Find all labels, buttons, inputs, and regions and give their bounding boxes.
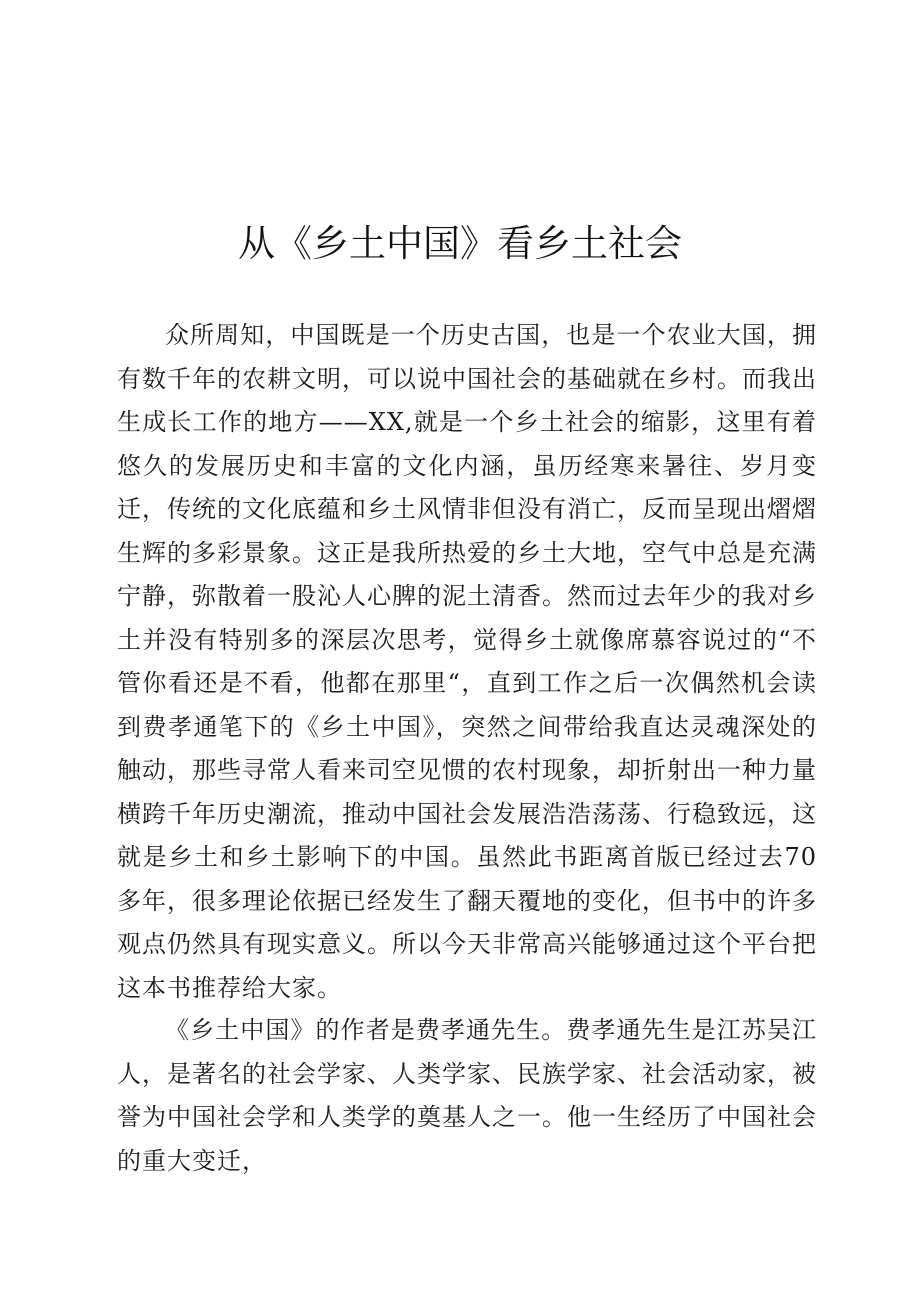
document-title: 从《乡土中国》看乡土社会 [238,222,682,265]
paragraph-intro: 众所周知，中国既是一个历史古国，也是一个农业大国，拥有数千年的农耕文明，可以说中国社会的基础就在乡村。而我出生成长工作的地方——XX,就是一个乡土社会的缩影，这里有着悠久的发展历史和丰富的文化内涵，虽历经寒来暑往、岁月变迁，传统的文化底蕴和乡土风情非但没有消亡，反而呈现出熠熠生辉的多彩景象。这正是我所热爱的乡土大地，空气中总是充满宁静，弥散着一股沁人心脾的泥土清香。然而过去年少的我对乡土并没有特别多的深层次思考，觉得乡土就像席慕容说过的“不管你看还是不看，他都在那里“，直到工作之后一次偶然机会读到费孝通笔下的《乡土中国》，突然之间带给我直达灵魂深处的触动，那些寻常人看来司空见惯的农村现象，却折射出一种力量横跨千年历史潮流，推动中国社会发展浩浩荡荡、行稳致远，这就是乡土和乡土影响下的中国。虽然此书距离首版已经过去70多年，很多理论依据已经发生了翻天覆地的变化，但书中的许多观点仍然具有现实意义。所以今天非常高兴能够通过这个平台把这本书推荐给大家。 [117,321,817,1002]
paragraph-author: 《乡土中国》的作者是费孝通先生。费孝通先生是江苏吴江人，是著名的社会学家、人类学家、民族学家、社会活动家，被誉为中国社会学和人类学的奠基人之一。他一生经历了中国社会的重大变迁， [117,1016,817,1175]
